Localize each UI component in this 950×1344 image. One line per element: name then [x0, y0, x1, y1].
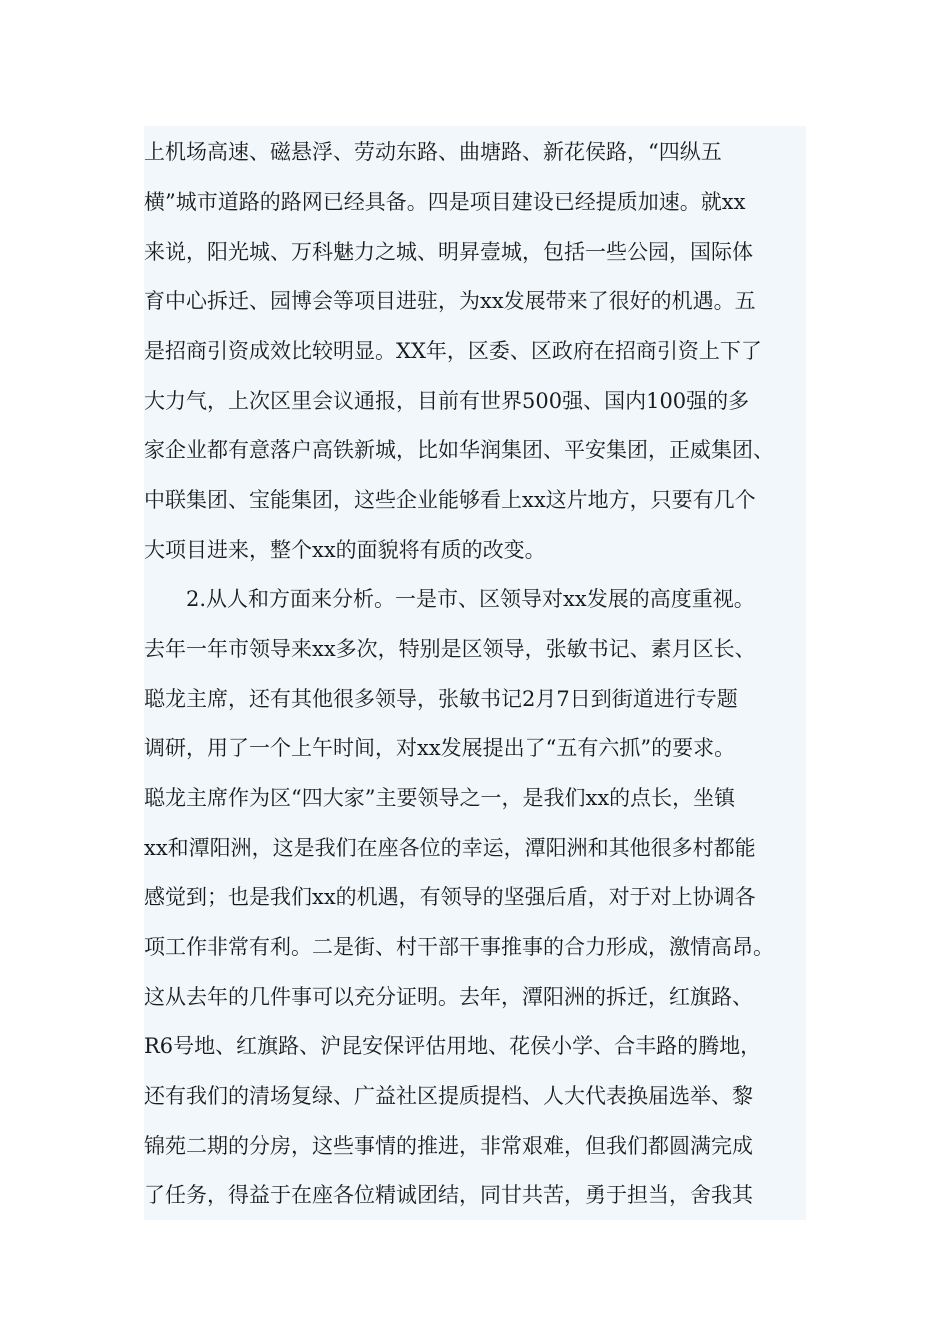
text-line: 了任务，得益于在座各位精诚团结，同甘共苦，勇于担当，舍我其: [144, 1183, 753, 1207]
text-line: R6号地、红旗路、沪昆安保评估用地、花侯小学、合丰路的腾地，: [144, 1034, 762, 1058]
text-line: 中联集团、宝能集团，这些企业能够看上xx这片地方，只要有几个: [144, 488, 756, 512]
text-line: 项工作非常有利。二是街、村干部干事推事的合力形成，激情高昂。: [144, 935, 774, 959]
text-line: 去年一年市领导来xx多次，特别是区领导，张敏书记、素月区长、: [144, 637, 756, 661]
text-line: 感觉到；也是我们xx的机遇，有领导的坚强后盾，对于对上协调各: [144, 885, 756, 909]
text-line: 这从去年的几件事可以充分证明。去年，潭阳洲的拆迁，红旗路、: [144, 985, 753, 1009]
text-line: 是招商引资成效比较明显。XX年，区委、区政府在招商引资上下了: [144, 339, 762, 363]
text-line: 大力气，上次区里会议通报，目前有世界500强、国内100强的多: [144, 389, 750, 413]
text-line: 聪龙主席作为区“四大家”主要领导之一，是我们xx的点长，坐镇: [144, 786, 736, 810]
text-line: xx和潭阳洲，这是我们在座各位的幸运，潭阳洲和其他很多村都能: [144, 836, 756, 860]
text-line: 来说，阳光城、万科魅力之城、明昇壹城，包括一些公园，国际体: [144, 240, 753, 264]
text-line: 育中心拆迁、园博会等项目进驻，为xx发展带来了很好的机遇。五: [144, 289, 756, 313]
text-line: 家企业都有意落户高铁新城，比如华润集团、平安集团，正威集团、: [144, 438, 774, 462]
text-line: 调研，用了一个上午时间，对xx发展提出了“五有六抓”的要求。: [144, 736, 736, 760]
text-line: 聪龙主席，还有其他很多领导，张敏书记2月7日到街道进行专题: [144, 687, 738, 711]
document-text-body: [144, 126, 806, 1220]
text-line: 还有我们的清场复绿、广益社区提质提档、人大代表换届选举、黎: [144, 1084, 753, 1108]
text-line: 锦苑二期的分房，这些事情的推进，非常艰难，但我们都圆满完成: [144, 1134, 753, 1158]
text-line: 横”城市道路的路网已经具备。四是项目建设已经提质加速。就xx: [144, 190, 746, 214]
text-line: 2.从人和方面来分析。一是市、区领导对xx发展的高度重视。: [144, 587, 755, 611]
text-line: 大项目进来，整个xx的面貌将有质的改变。: [144, 538, 546, 562]
text-line: 上机场高速、磁悬浮、劳动东路、曲塘路、新花侯路，“四纵五: [144, 140, 722, 164]
